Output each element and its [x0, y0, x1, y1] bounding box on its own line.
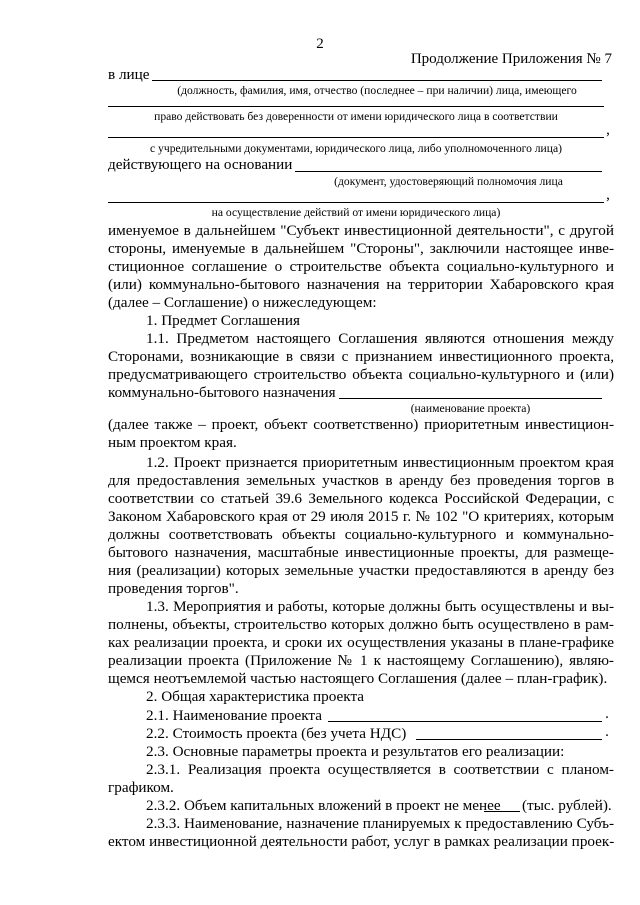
comma: , — [606, 122, 610, 138]
blank-line-2[interactable] — [108, 137, 604, 138]
in-person-label: в лице — [108, 66, 150, 83]
text-line: проведения торгов". — [108, 580, 239, 597]
text-line: щемся неотъемлемой частью настоящего Соглашения (далее – план-график). — [108, 670, 608, 687]
text-line: полнены, объекты, строительство которых должно быть осуществлено в рам- — [108, 616, 614, 633]
text-line: 2.3.1. Реализация проекта осуществляется в соответствии с планом- — [146, 761, 614, 778]
comma: , — [606, 187, 610, 203]
item-2-1-label: 2.1. Наименование проекта — [146, 707, 322, 724]
blank-line-3[interactable] — [108, 202, 604, 203]
text-line: реализации проекта (Приложение № 1 к настоящему Соглашению), являю- — [108, 652, 614, 669]
text-line: 1.2. Проект признается приоритетным инвестиционным проектом края — [146, 454, 614, 471]
page-number: 2 — [316, 36, 324, 52]
text-line: Сторонами, возникающие в связи с признанием инвестиционного проекта, — [108, 348, 614, 365]
item-2-3-label: 2.3. Основные параметры проекта и результатов его реализации: — [146, 743, 565, 760]
period: . — [605, 724, 609, 740]
text-line: 2.3.3. Наименование, назначение планируемых к предоставлению Субъ- — [146, 815, 614, 832]
text-line: 1.3. Мероприятия и работы, которые должны быть осуществлены и вы- — [146, 598, 614, 615]
text-line: ным проектом края. — [108, 434, 237, 451]
period: . — [605, 706, 609, 722]
item-2-3-2-label: 2.3.2. Объем капитальных вложений в проект не менее — [146, 797, 501, 814]
blank-line-1[interactable] — [108, 106, 604, 107]
appendix-label: Продолжение Приложения № 7 — [410, 51, 612, 67]
basis-document-field[interactable] — [295, 171, 602, 172]
position-name-field[interactable] — [152, 80, 602, 81]
text-line: стиционное соглашение о строительстве объекта социально-культурного и — [108, 258, 614, 275]
section-1-title: 1. Предмет Соглашения — [146, 312, 300, 329]
hint-document: (документ, удостоверяющий полномочия лица — [334, 175, 563, 188]
text-line: коммунально-бытового назначения — [108, 384, 336, 401]
project-name-field[interactable] — [339, 398, 602, 399]
text-line: Законом Хабаровского края от 29 июля 2015 г. № 102 "О критериях, которым — [108, 508, 614, 525]
hint-documents: с учредительными документами, юридического лица, либо уполномоченного лица) — [150, 142, 562, 155]
hint-right: право действовать без доверенности от имени юридического лица в соответствии — [154, 110, 558, 123]
acting-basis-label: действующего на основании — [108, 156, 293, 173]
capital-investment-input[interactable] — [484, 811, 520, 812]
item-2-2-label: 2.2. Стоимость проекта (без учета НДС) — [146, 725, 407, 742]
project-cost-input[interactable] — [416, 739, 602, 740]
text-line: (далее также – проект, объект соответственно) приоритетным инвестицион- — [108, 416, 614, 433]
text-line: ках реализации проекта, и сроки их осуществления указаны в плане-графике — [108, 634, 614, 651]
text-line: 1.1. Предметом настоящего Соглашения являются отношения между — [146, 330, 614, 347]
text-line: стороны, именуемые в дальнейшем "Стороны", заключили настоящее инве- — [108, 240, 614, 257]
text-line: для предоставления земельных участков в аренду без проведения торгов в — [108, 472, 614, 489]
section-2-title: 2. Общая характеристика проекта — [146, 688, 365, 705]
hint-project-name: (наименование проекта) — [410, 402, 531, 415]
text-line: ния (реализации) которых земельные участки предоставляются в аренду без — [108, 562, 614, 579]
text-line: графиком. — [108, 779, 174, 796]
text-line: предусматривающего строительство объекта социально-культурного и (или) — [108, 366, 614, 383]
text-line: (или) коммунально-бытового назначения на территории Хабаровского края — [108, 276, 614, 293]
project-name-input[interactable] — [328, 721, 602, 722]
hint-position-name: (должность, фамилия, имя, отчество (последнее – при наличии) лица, имеющего — [177, 84, 577, 97]
hint-authority: на осуществление действий от имени юридического лица) — [211, 206, 501, 219]
text-line: именуемое в дальнейшем "Субъект инвестиционной деятельности", с другой — [108, 222, 614, 239]
text-line: должны соответствовать объекты социально-культурного и коммунально- — [108, 526, 614, 543]
item-2-3-2-unit: (тыс. рублей). — [522, 797, 612, 814]
text-line: ектом инвестиционной деятельности работ, услуг в рамках реализации проек- — [108, 833, 615, 850]
text-line: соответствии со статьей 39.6 Земельного кодекса Российской Федерации, с — [108, 490, 614, 507]
text-line: (далее – Соглашение) о нижеследующем: — [108, 294, 377, 311]
text-line: бытового назначения, масштабные инвестиционные проекты, для размеще- — [108, 544, 614, 561]
